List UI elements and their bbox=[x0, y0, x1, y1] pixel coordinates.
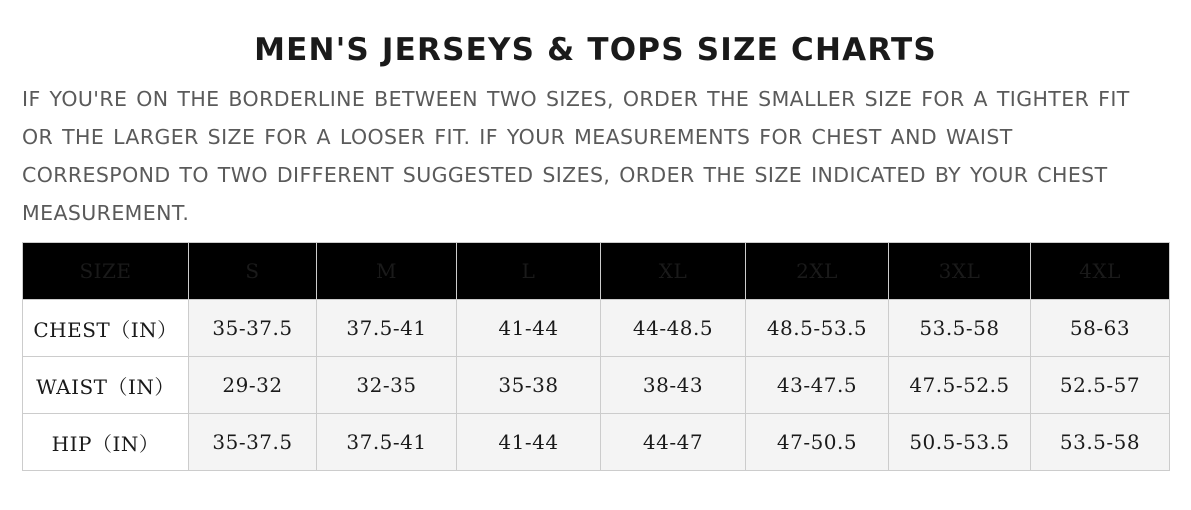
intro-paragraph: IF YOU'RE ON THE BORDERLINE BETWEEN TWO SIZES, ORDER THE SMALLER SIZE FOR A TIGHTER FIT OR THE LARGER SIZE FOR A LOOSER FIT. IF YOUR MEASUREMENTS FOR CHEST AND WAIST CORRESPOND TO TWO DIFFERENT SUGGESTED SIZES, ORDER THE SIZE INDICATED BY YOUR CHEST MEASUREMENT. bbox=[22, 87, 1130, 225]
cell-chest-s: 35-37.5 bbox=[189, 300, 317, 357]
cell-hip-xl: 44-47 bbox=[601, 414, 746, 471]
cell-hip-2xl: 47-50.5 bbox=[746, 414, 889, 471]
cell-hip-s: 35-37.5 bbox=[189, 414, 317, 471]
cell-waist-l: 35-38 bbox=[457, 357, 601, 414]
size-chart-table bbox=[22, 242, 1170, 471]
column-header-s: S bbox=[189, 243, 317, 300]
column-header-l: L bbox=[457, 243, 601, 300]
column-header-size: SIZE bbox=[23, 243, 189, 300]
table-row bbox=[23, 357, 1170, 414]
table-row bbox=[23, 300, 1170, 357]
page-title: MEN'S JERSEYS & TOPS SIZE CHARTS bbox=[254, 32, 937, 68]
row-label-hip: HIP（IN） bbox=[23, 414, 189, 471]
cell-hip-4xl: 53.5-58 bbox=[1031, 414, 1170, 471]
cell-chest-4xl: 58-63 bbox=[1031, 300, 1170, 357]
cell-waist-3xl: 47.5-52.5 bbox=[889, 357, 1031, 414]
row-label-waist: WAIST（IN） bbox=[23, 357, 189, 414]
column-header-xl: XL bbox=[601, 243, 746, 300]
row-label-chest: CHEST（IN） bbox=[23, 300, 189, 357]
cell-chest-xl: 44-48.5 bbox=[601, 300, 746, 357]
cell-hip-3xl: 50.5-53.5 bbox=[889, 414, 1031, 471]
cell-chest-m: 37.5-41 bbox=[317, 300, 457, 357]
cell-chest-3xl: 53.5-58 bbox=[889, 300, 1031, 357]
column-header-m: M bbox=[317, 243, 457, 300]
cell-waist-2xl: 43-47.5 bbox=[746, 357, 889, 414]
cell-waist-4xl: 52.5-57 bbox=[1031, 357, 1170, 414]
cell-chest-l: 41-44 bbox=[457, 300, 601, 357]
cell-waist-m: 32-35 bbox=[317, 357, 457, 414]
cell-waist-xl: 38-43 bbox=[601, 357, 746, 414]
cell-chest-2xl: 48.5-53.5 bbox=[746, 300, 889, 357]
column-header-2xl: 2XL bbox=[746, 243, 889, 300]
column-header-4xl: 4XL bbox=[1031, 243, 1170, 300]
cell-hip-m: 37.5-41 bbox=[317, 414, 457, 471]
table-header-row bbox=[23, 243, 1170, 300]
cell-waist-s: 29-32 bbox=[189, 357, 317, 414]
column-header-3xl: 3XL bbox=[889, 243, 1031, 300]
table-header bbox=[23, 243, 1170, 300]
table-row bbox=[23, 414, 1170, 471]
cell-hip-l: 41-44 bbox=[457, 414, 601, 471]
table-body bbox=[23, 300, 1170, 471]
